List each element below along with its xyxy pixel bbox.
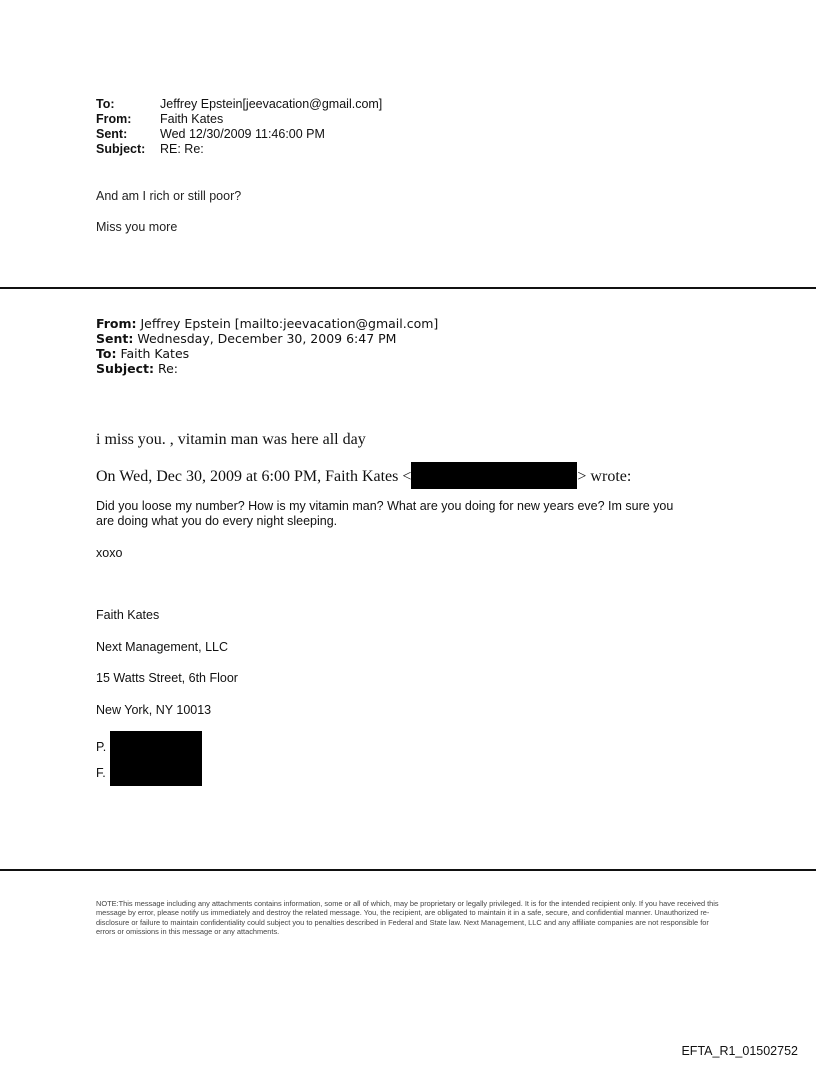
subject-value: RE: Re: bbox=[160, 142, 204, 156]
fwd-from-value: Jeffrey Epstein [mailto:jeevacation@gmail.com] bbox=[140, 316, 439, 331]
header-sent-row bbox=[96, 127, 325, 141]
quote-suffix: > wrote: bbox=[577, 468, 632, 485]
from-value: Faith Kates bbox=[160, 112, 224, 126]
divider-bottom bbox=[0, 869, 816, 871]
reply-line-2: Miss you more bbox=[96, 220, 178, 234]
message-line: i miss you. , vitamin man was here all day bbox=[96, 431, 366, 448]
sig-phone-label: P. bbox=[96, 740, 107, 754]
fwd-from-label: From: bbox=[96, 316, 137, 331]
fwd-subject-value: Re: bbox=[157, 361, 179, 376]
header-from-row bbox=[96, 112, 223, 126]
document-id: EFTA_R1_01502752 bbox=[681, 1044, 798, 1058]
quoted-text-2: are doing what you do every night sleeping. bbox=[96, 514, 338, 528]
reply-line-1: And am I rich or still poor? bbox=[96, 189, 242, 203]
sig-street: 15 Watts Street, 6th Floor bbox=[96, 671, 238, 685]
to-value: Jeffrey Epstein[jeevacation@gmail.com] bbox=[160, 97, 383, 111]
quote-header bbox=[96, 462, 631, 489]
fwd-sent-row bbox=[96, 332, 396, 346]
sent-value: Wed 12/30/2009 11:46:00 PM bbox=[160, 127, 325, 141]
header-to-row bbox=[96, 97, 382, 111]
divider-top bbox=[0, 287, 816, 289]
fwd-to-label: To: bbox=[96, 346, 117, 361]
sig-city: New York, NY 10013 bbox=[96, 703, 212, 717]
quoted-text-1: Did you loose my number? How is my vitamin man? What are you doing for new years eve? Im sure you bbox=[96, 499, 674, 513]
sent-label: Sent: bbox=[96, 127, 128, 141]
quote-prefix: On Wed, Dec 30, 2009 at 6:00 PM, Faith Kates < bbox=[96, 468, 412, 485]
redacted-email bbox=[411, 462, 577, 489]
fwd-subject-label: Subject: bbox=[96, 361, 154, 376]
from-label: From: bbox=[96, 112, 132, 126]
sig-company: Next Management, LLC bbox=[96, 640, 229, 654]
subject-label: Subject: bbox=[96, 142, 146, 156]
to-label: To: bbox=[96, 97, 115, 111]
redacted-phone-fax bbox=[110, 731, 202, 786]
sig-name: Faith Kates bbox=[96, 608, 160, 622]
sig-fax-label: F. bbox=[96, 766, 106, 780]
header-subject-row bbox=[96, 142, 204, 156]
fwd-from-row bbox=[96, 317, 438, 331]
fwd-to-row bbox=[96, 347, 189, 361]
fwd-sent-label: Sent: bbox=[96, 331, 134, 346]
confidentiality-notice: NOTE:This message including any attachments contains information, some or all of which, may be proprietary or legally privileged. It is for the intended recipient only. If you have received this message by error, please notify us immediately and destroy the related message. You, the recipient, are obligated to maintain it in a safe, secure, and confidential manner. Unauthorized re-disclosure or failure to maintain confidentiality could subject you to penalties described in Federal and State law. Next Management, LLC and any affiliate companies are not responsible for errors or omissions in this message or any attachments. bbox=[96, 899, 719, 937]
fwd-to-value: Faith Kates bbox=[120, 346, 190, 361]
fwd-subject-row bbox=[96, 362, 178, 376]
fwd-sent-value: Wednesday, December 30, 2009 6:47 PM bbox=[137, 331, 397, 346]
signoff: xoxo bbox=[96, 546, 123, 560]
